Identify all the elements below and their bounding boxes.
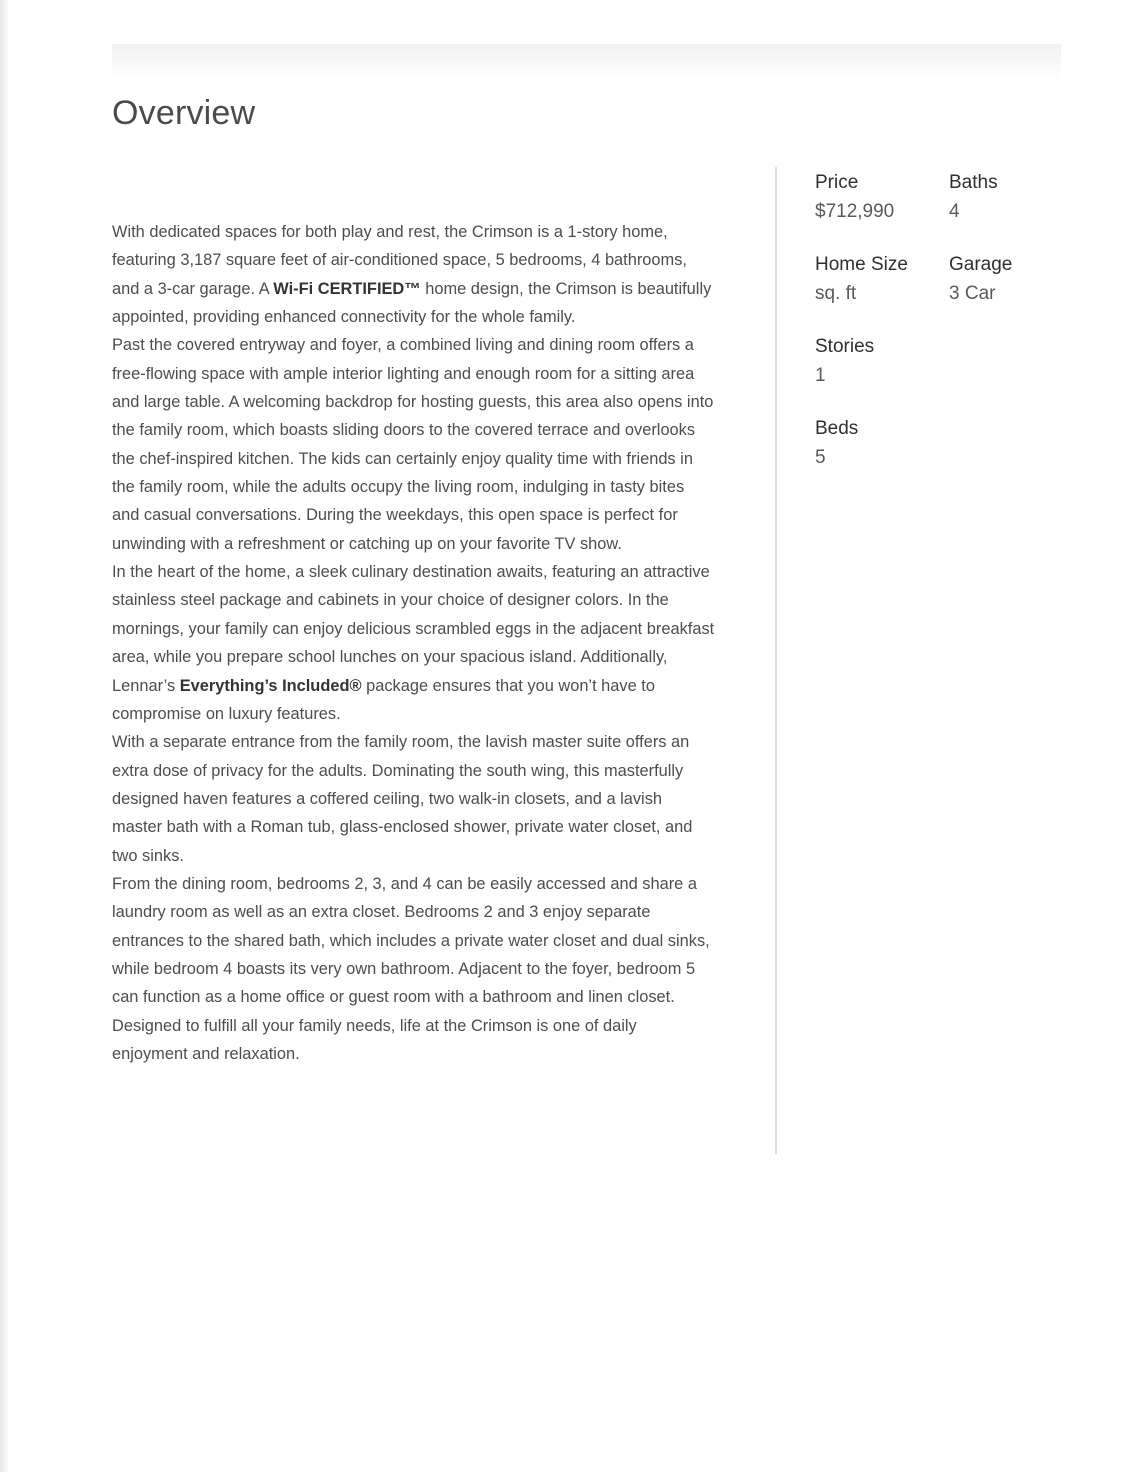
fact-price-label: Price: [815, 172, 859, 193]
column-divider: [775, 167, 777, 1154]
fact-home-size: [815, 251, 945, 309]
description-paragraph: [112, 218, 716, 331]
fact-garage: [949, 251, 1079, 309]
description-text: With a separate entrance from the family room, the lavish master suite offers an extra dose of privacy for the adults. Dominating the south wing, this masterfully designed haven features a coffered ceiling, two walk-in closets, and a lavish master bath with a Roman tub, glass-enclosed shower, private water closet, and two sinks.: [112, 733, 693, 865]
fact-price: [815, 169, 945, 227]
description-text: Past the covered entryway and foyer, a combined living and dining room offers a free-flowing space with ample interior lighting and enough room for a sitting area and large table. A welcoming backdrop for hosting guests, this area also opens into the family room, which boasts sliding doors to the covered terrace and overlooks the chef-inspired kitchen. The kids can certainly enjoy quality time with friends in the family room, while the adults occupy the living room, indulging in tasty bites and casual conversations. During the weekdays, this open space is perfect for unwinding with a refreshment or catching up on your favorite TV show.: [112, 336, 714, 553]
overview-description: [112, 218, 716, 1068]
fact-stories: [815, 333, 945, 391]
fact-baths-label: Baths: [949, 172, 998, 193]
fact-stories-value: 1: [815, 365, 826, 386]
overview-title: Overview: [112, 94, 256, 132]
header-band: [112, 44, 1061, 80]
fact-beds: [815, 415, 945, 473]
fact-home-size-label: Home Size: [815, 254, 908, 275]
description-paragraph: [112, 728, 716, 870]
description-paragraph: [112, 870, 716, 1012]
fact-baths: [949, 169, 1079, 227]
description-text: package ensures that you won’t have to compromise on luxury features.: [112, 676, 655, 723]
description-text: From the dining room, bedrooms 2, 3, and 4 can be easily accessed and share a laundry room as well as an extra closet. Bedrooms 2 and 3 enjoy separate entrances to the shared bath, which includes a private water closet and dual sinks, while bedroom 4 boasts its very own bathroom. Adjacent to the foyer, bedroom 5 can function as a home office or guest room with a bathroom and linen closet.: [112, 874, 710, 1007]
fact-stories-label: Stories: [815, 336, 875, 357]
fact-beds-label: Beds: [815, 418, 859, 439]
description-text: In the heart of the home, a sleek culinary destination awaits, featuring an attractive stainless steel package and cabinets in your choice of designer colors. In the mornings, your family can enjoy delicious scrambled eggs in the adjacent breakfast area, while you prepare school lunches on your spacious island. Additionally, Lennar’s: [112, 563, 715, 695]
description-paragraph: [112, 331, 716, 558]
fact-garage-value: 3 Car: [949, 283, 996, 304]
description-emphasis: Everything’s Included®: [179, 676, 362, 695]
fact-baths-value: 4: [949, 201, 960, 222]
description-paragraph: [112, 558, 716, 728]
description-paragraph: [112, 1012, 716, 1069]
description-text: home design, the Crimson is beautifully appointed, providing enhanced connectivity for the whole family.: [112, 279, 712, 327]
fact-beds-value: 5: [815, 447, 826, 468]
left-edge-shadow: [0, 0, 9, 1472]
description-text: Designed to fulfill all your family needs, life at the Crimson is one of daily enjoyment and relaxation.: [112, 1016, 637, 1063]
fact-home-size-value: sq. ft: [815, 283, 857, 304]
description-text: With dedicated spaces for both play and rest, the Crimson is a 1-story home, featuring 3,187 square feet of air-conditioned space, 5 bedrooms, 4 bathrooms, and a 3-car garage. A: [112, 223, 687, 298]
fact-price-value: $712,990: [815, 201, 895, 222]
description-emphasis: Wi-Fi CERTIFIED™: [273, 279, 421, 298]
fact-garage-label: Garage: [949, 254, 1013, 275]
